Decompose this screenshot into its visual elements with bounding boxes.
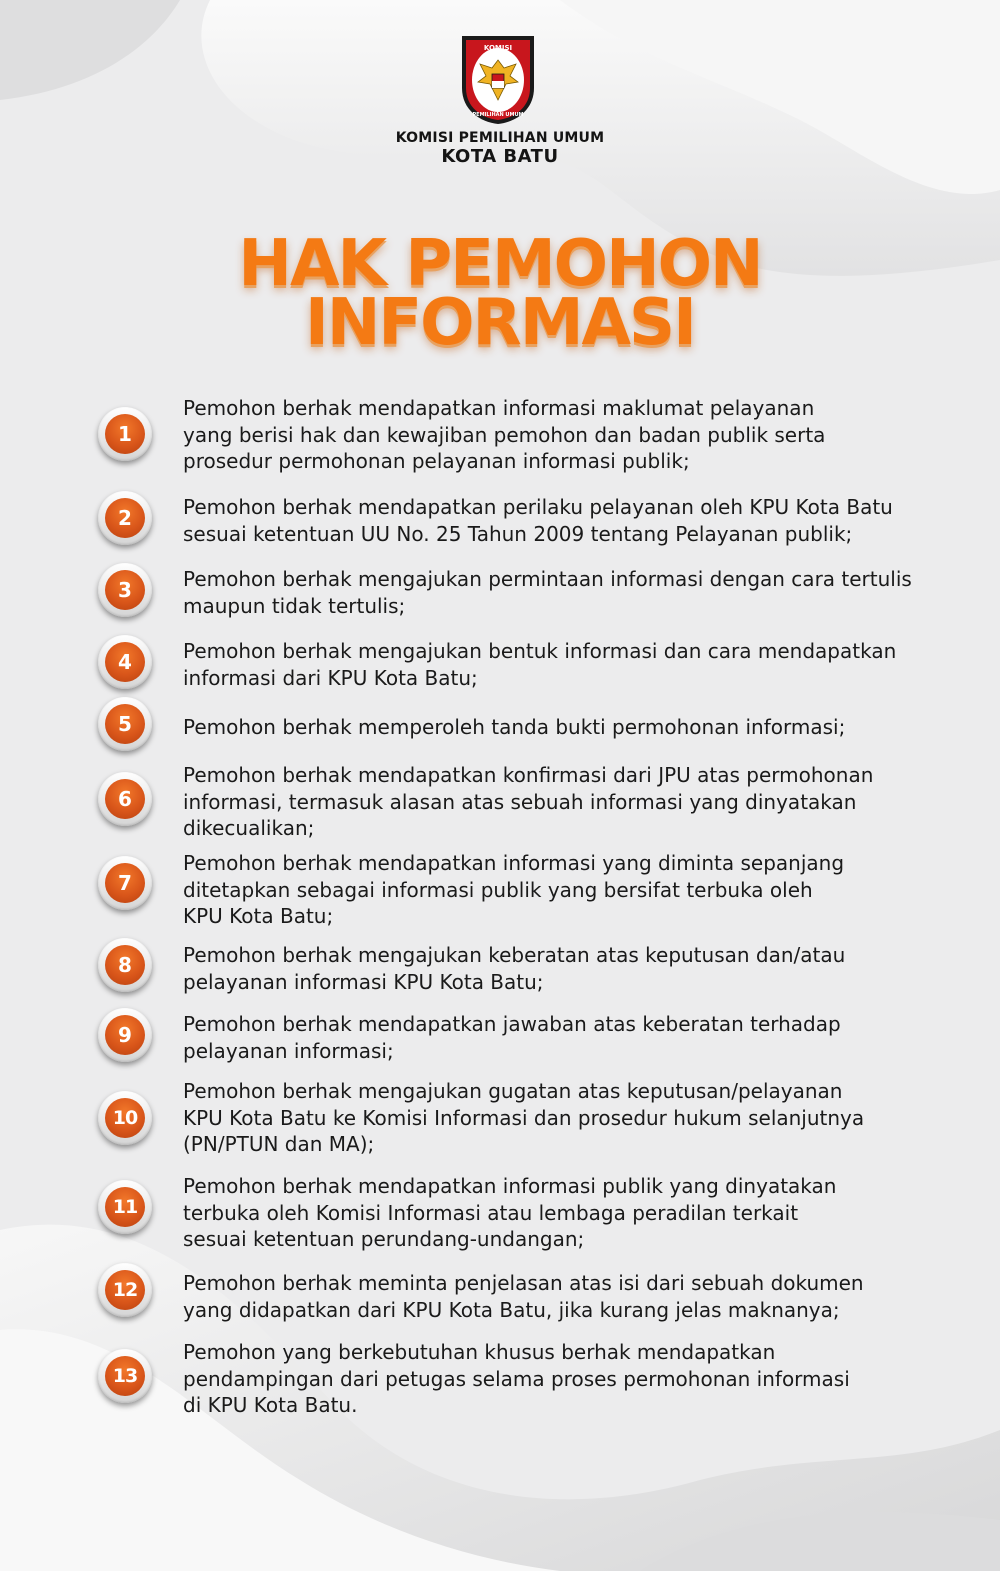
list-item-line: Pemohon berhak mendapatkan perilaku pelayanan oleh KPU Kota Batu (183, 495, 893, 519)
list-item-line: KPU Kota Batu; (183, 904, 334, 928)
number-badge-label: 13 (105, 1356, 145, 1396)
list-item-line: pelayanan informasi; (183, 1038, 394, 1063)
list-item-line: Pemohon berhak mendapatkan konfirmasi dari JPU atas permohonan (183, 763, 874, 787)
list-item-line: Pemohon berhak mengajukan bentuk informasi dan cara mendapatkan (183, 639, 897, 663)
list-item-text (183, 566, 943, 619)
number-badge-label: 12 (105, 1270, 145, 1310)
list-item-text (183, 1339, 943, 1419)
number-badge (98, 635, 152, 689)
list-item-line: prosedur permohonan pelayanan informasi publik; (183, 449, 690, 473)
number-badge-label: 5 (105, 704, 145, 744)
list-item-text (183, 850, 943, 930)
list-item-line: pelayanan informasi KPU Kota Batu; (183, 969, 544, 994)
list-item-line: Pemohon berhak mengajukan permintaan informasi dengan cara tertulis (183, 567, 912, 591)
list-item-line: Pemohon yang berkebutuhan khusus berhak mendapatkan (183, 1340, 776, 1364)
number-badge-label: 7 (105, 863, 145, 903)
svg-text:KOMISI: KOMISI (483, 44, 513, 52)
list-item-line: informasi dari KPU Kota Batu; (183, 665, 478, 690)
list-item-line: KPU Kota Batu ke Komisi Informasi dan prosedur hukum selanjutnya (183, 1105, 865, 1130)
number-badge (98, 1008, 152, 1062)
list-item-line: terbuka oleh Komisi Informasi atau lembaga peradilan terkait (183, 1200, 799, 1225)
number-badge (98, 563, 152, 617)
list-item-line: Pemohon berhak mengajukan keberatan atas keputusan dan/atau (183, 943, 846, 967)
list-item-text (183, 638, 943, 691)
number-badge (98, 1091, 152, 1145)
list-item-line: yang berisi hak dan kewajiban pemohon dan badan publik serta (183, 422, 826, 447)
list-item-text (183, 395, 943, 475)
list-item-line: pendampingan dari petugas selama proses permohonan informasi (183, 1366, 850, 1391)
list-item-line: Pemohon berhak mendapatkan jawaban atas keberatan terhadap (183, 1012, 841, 1036)
list-item-text (183, 714, 943, 741)
kpu-emblem-icon (456, 30, 540, 126)
list-item-text (183, 1011, 943, 1064)
list-item-line: Pemohon berhak mendapatkan informasi yang diminta sepanjang (183, 851, 845, 875)
number-badge (98, 1263, 152, 1317)
organization-city: KOTA BATU (441, 146, 559, 167)
number-badge-label: 6 (105, 779, 145, 819)
list-item-line: Pemohon berhak meminta penjelasan atas isi dari sebuah dokumen (183, 1271, 864, 1295)
list-item-line: Pemohon berhak mendapatkan informasi publik yang dinyatakan (183, 1174, 837, 1198)
list-item-text (183, 942, 943, 995)
number-badge (98, 1180, 152, 1234)
list-item-line: maupun tidak tertulis; (183, 593, 406, 618)
list-item-line: Pemohon berhak mendapatkan informasi maklumat pelayanan (183, 396, 815, 420)
number-badge-label: 1 (105, 414, 145, 454)
page-title-line1: HAK PEMOHON (238, 227, 762, 301)
list-item-line: ditetapkan sebagai informasi publik yang bersifat terbuka oleh (183, 877, 813, 902)
number-badge (98, 491, 152, 545)
list-item-line: Pemohon berhak mengajukan gugatan atas keputusan/pelayanan (183, 1079, 843, 1103)
number-badge (98, 697, 152, 751)
number-badge (98, 938, 152, 992)
number-badge (98, 407, 152, 461)
number-badge-label: 8 (105, 945, 145, 985)
list-item-line: dikecualikan; (183, 816, 315, 840)
list-item-line: informasi, termasuk alasan atas sebuah informasi yang dinyatakan (183, 789, 857, 814)
number-badge-label: 9 (105, 1015, 145, 1055)
svg-text:PEMILIHAN UMUM: PEMILIHAN UMUM (472, 112, 524, 118)
number-badge-label: 3 (105, 570, 145, 610)
list-item-line: Pemohon berhak memperoleh tanda bukti permohonan informasi; (183, 715, 846, 739)
number-badge-label: 2 (105, 498, 145, 538)
list-item-text (183, 1078, 943, 1158)
list-item-line: (PN/PTUN dan MA); (183, 1132, 375, 1156)
number-badge-label: 11 (105, 1187, 145, 1227)
list-item-line: di KPU Kota Batu. (183, 1393, 358, 1417)
list-item-text (183, 762, 943, 842)
list-item-line: sesuai ketentuan perundang-undangan; (183, 1227, 585, 1251)
number-badge-label: 10 (105, 1098, 145, 1138)
list-item-text (183, 1173, 943, 1253)
number-badge (98, 772, 152, 826)
number-badge (98, 856, 152, 910)
list-item-text (183, 494, 943, 547)
list-item-line: sesuai ketentuan UU No. 25 Tahun 2009 tentang Pelayanan publik; (183, 521, 853, 546)
number-badge (98, 1349, 152, 1403)
list-item-line: yang didapatkan dari KPU Kota Batu, jika kurang jelas maknanya; (183, 1297, 840, 1322)
list-item-text (183, 1270, 943, 1323)
page-title-line2: INFORMASI (305, 286, 695, 360)
organization-name: KOMISI PEMILIHAN UMUM (395, 130, 605, 146)
number-badge-label: 4 (105, 642, 145, 682)
